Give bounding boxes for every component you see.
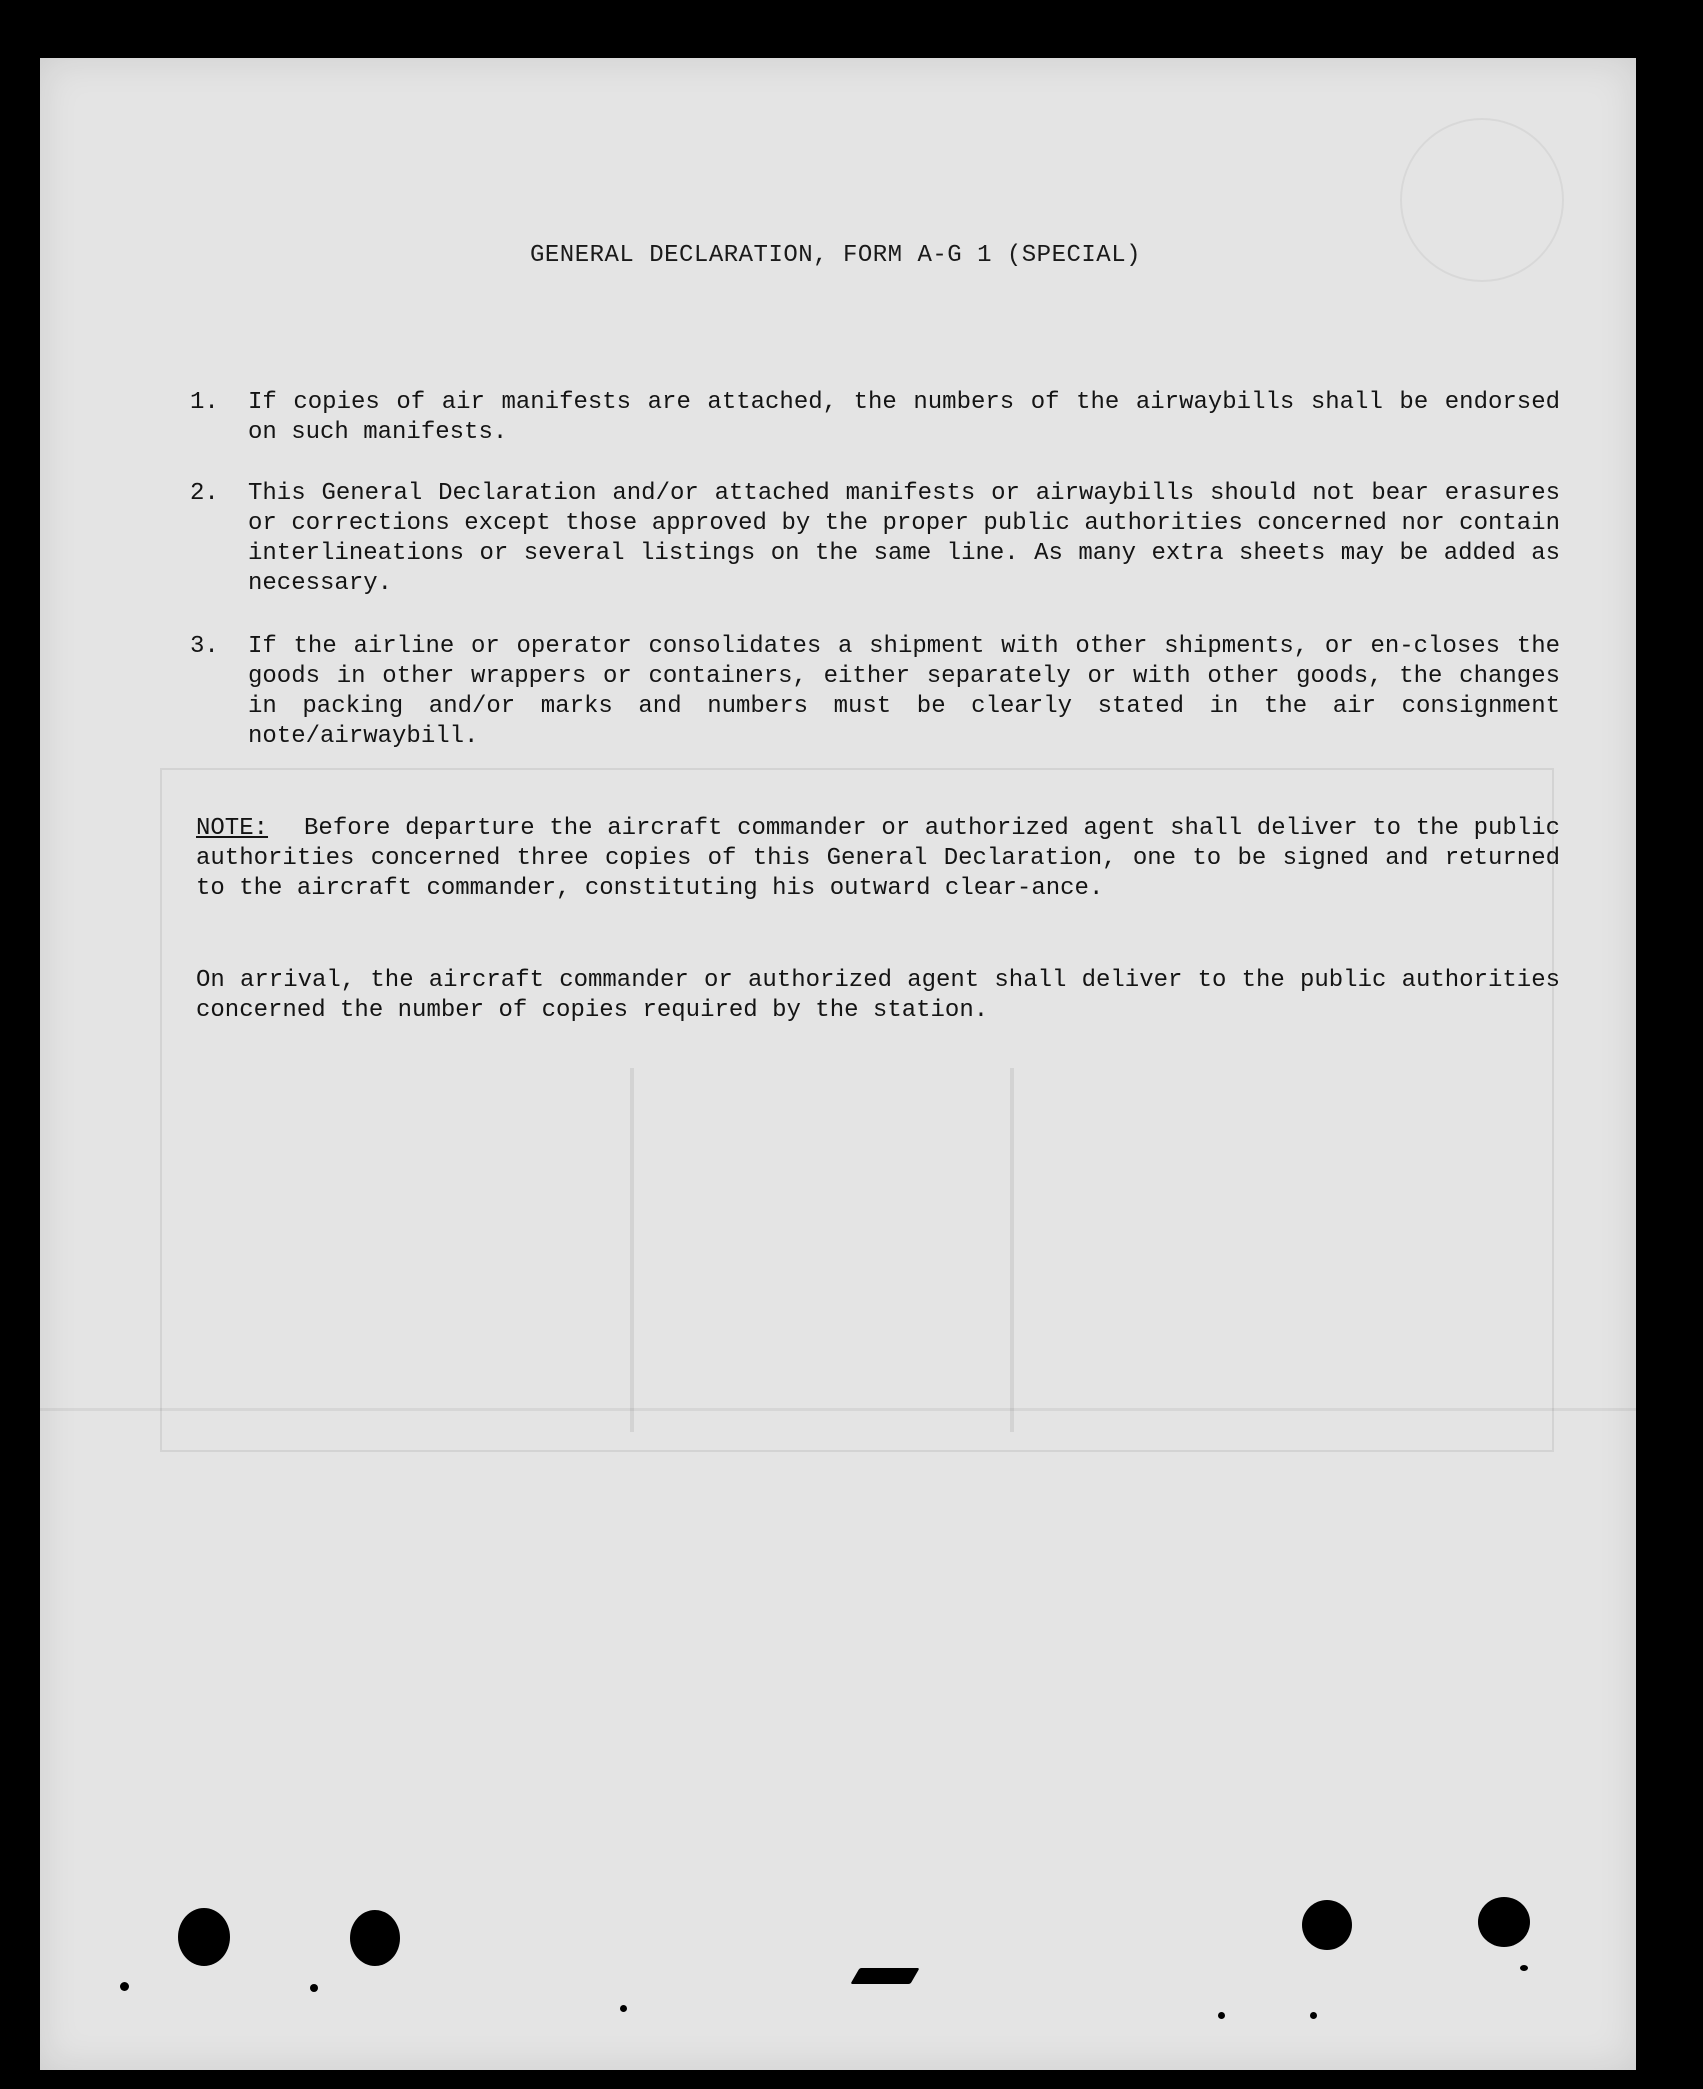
list-item-text: This General Declaration and/or attached manifests or airwaybills should not bear erasures or corrections except those approved by the proper public authorities concerned nor contain interlineations or several listings on the same line. As many extra sheets may be added as necessary. [248,480,1560,597]
list-item-text: If copies of air manifests are attached, the numbers of the airwaybills shall be endorsed on such manifests. [248,389,1560,446]
list-item [190,388,1560,448]
arrival-paragraph: On arrival, the aircraft commander or authorized agent shall deliver to the public authorities concerned the number of copies required by the station. [196,967,1560,1024]
list-item-text: If the airline or operator consolidates a shipment with other shipments, or en-closes the goods in other wrappers or containers, either separately or with other goods, the changes in packing and/or marks and numbers must be clearly stated in the air consignment note/airwaybill. [248,633,1560,750]
ink-speck [1218,2012,1225,2019]
note-paragraph [196,814,1560,904]
ink-speck [850,1968,919,1984]
bleed-through-column-line [1010,1068,1014,1432]
document-page [40,58,1636,2070]
punch-hole [350,1910,400,1966]
list-item-number: 2. [190,480,219,507]
page-fold-line [40,1408,1636,1411]
list-item [190,632,1560,752]
ink-speck [1520,1965,1528,1971]
punch-hole [1302,1900,1352,1950]
ink-speck [310,1984,318,1992]
note-text: Before departure the aircraft commander or authorized agent shall deliver to the public authorities concerned three copies of this General Declaration, one to be signed and returned to the aircraft commander, constituting his outward clear-ance. [196,815,1560,902]
bleed-through-column-line [630,1068,634,1432]
list-item [190,479,1560,599]
ink-speck [620,2005,627,2012]
ink-speck [120,1982,129,1991]
ink-speck [1310,2012,1317,2019]
list-item-number: 3. [190,633,219,660]
list-item-number: 1. [190,389,219,416]
document-title: GENERAL DECLARATION, FORM A-G 1 (SPECIAL) [530,242,1141,269]
punch-hole [1478,1897,1530,1947]
note-label: NOTE: [196,815,269,842]
bleed-through-arc [1400,118,1564,282]
punch-hole [178,1908,230,1966]
